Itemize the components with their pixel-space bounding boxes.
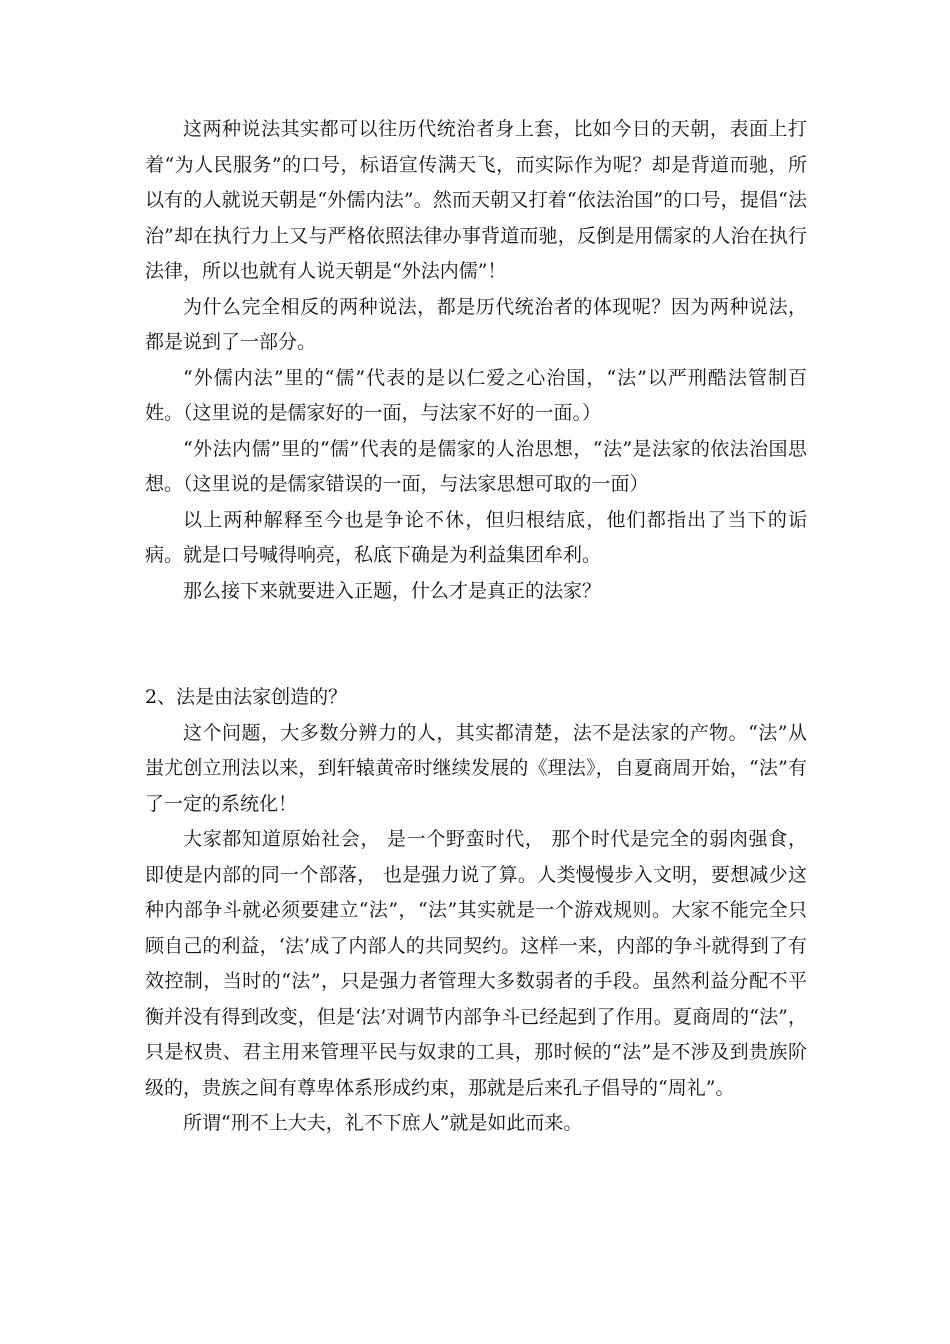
- section-heading: 2、法是由法家创造的？: [145, 686, 348, 708]
- paragraph: 大家都知道原始社会， 是一个野蛮时代， 那个时代是完全的弱肉强食， 即使是内部的同一个部落， 也是强力说了算。人类慢慢步入文明，要想减少这种内部争斗就必须要建立“法”，“法”其实就是一个游戏规则。大家不能完全只顾自己的利益，‘法’成了内部人的共同契约。这样一来，内部的争斗就得到了有效控制，当时的“法”，只是强力者管理大多数弱者的手段。虽然利益分配不平衡并没有得到改变，但是‘法’对调节内部争斗已经起到了作用。夏商周的“法”，只是权贵、君主用来管理平民与奴隶的工具，那时候的“法”是不涉及到贵族阶级的，贵族之间有尊卑体系形成约束，那就是后来孔子倡导的“周礼”。: [145, 828, 807, 1099]
- paragraph: 那么接下来就要进入正题，什么才是真正的法家？: [183, 579, 602, 602]
- paragraph: 这个问题，大多数分辨力的人，其实都清楚，法不是法家的产物。“法”从蚩尤创立刑法以来，到轩辕黄帝时继续发展的《理法》，自夏商周开始，“法”有了一定的系统化！: [145, 721, 807, 815]
- section-spacer: [145, 609, 807, 680]
- paragraph: 为什么完全相反的两种说法，都是历代统治者的体现呢？因为两种说法，都是说到了一部分。: [145, 295, 807, 353]
- paragraph: 这两种说法其实都可以往历代统治者身上套，比如今日的天朝，表面上打着“为人民服务”的口号，标语宣传满天飞，而实际作为呢？却是背道而驰，所以有的人就说天朝是“外儒内法”。然而天朝又打着“依法治国”的口号，提倡“法治”却在执行力上又与严格依照法律办事背道而驰，反倒是用儒家的人治在执行法律，所以也就有人说天朝是“外法内儒”！: [145, 118, 807, 282]
- document-body: [145, 112, 807, 1142]
- paragraph: “外法内儒”里的“儒”代表的是儒家的人治思想，“法”是法家的依法治国思想。（这里说的是儒家错误的一面，与法家思想可取的一面）: [145, 437, 807, 495]
- paragraph: “外儒内法”里的“儒”代表的是以仁爱之心治国，“法”以严刑酷法管制百姓。（这里说的是儒家好的一面，与法家不好的一面。）: [145, 366, 807, 424]
- paragraph: 所谓“刑不上大夫，礼不下庶人”就是如此而来。: [183, 1112, 583, 1134]
- paragraph: 以上两种解释至今也是争论不休，但归根结底，他们都指出了当下的诟病。就是口号喊得响亮，私底下确是为利益集团牟利。: [145, 508, 807, 566]
